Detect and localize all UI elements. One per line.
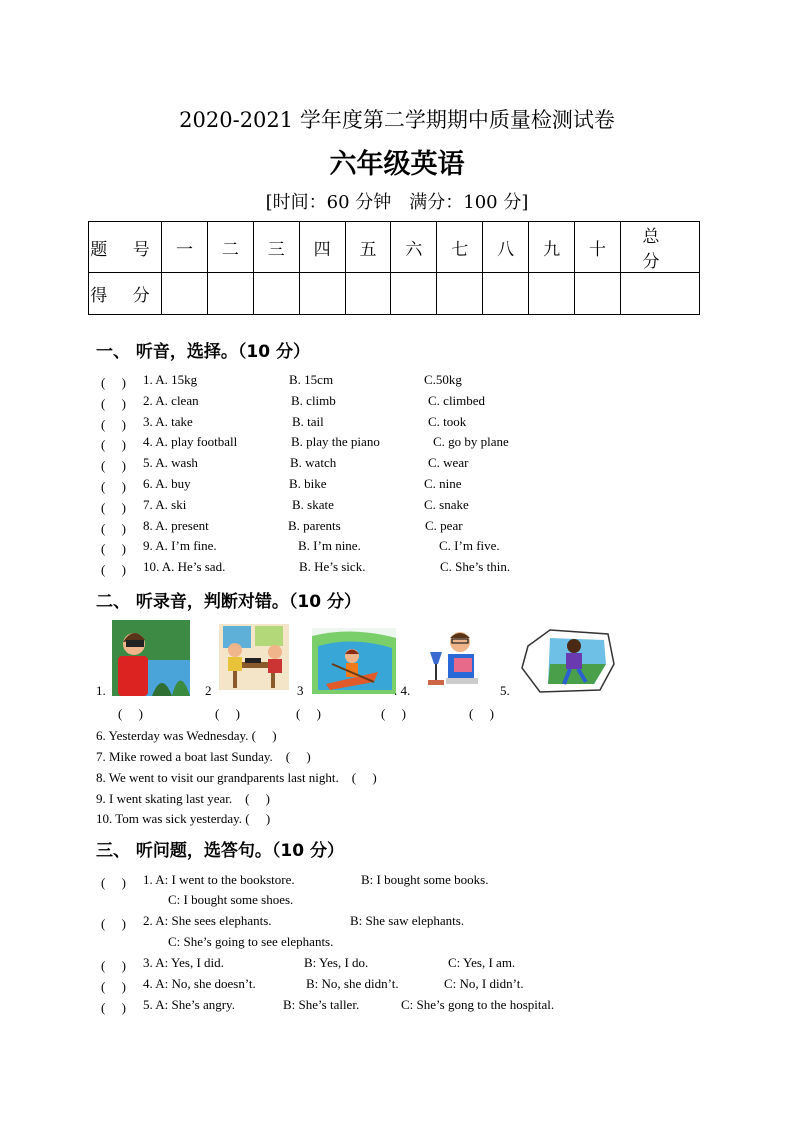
option-b: B. 15cm [289,372,334,387]
option-a: 3. A. take [143,413,193,429]
statement: 8. We went to visit our grandparents last night. ( ) [96,770,377,785]
header-cell: 二 [207,222,253,273]
header-cell: 五 [345,222,391,273]
header-cell: 六 [391,222,437,273]
option-b: B: I bought some books. [361,872,489,887]
chess-picture [219,624,289,690]
option-a: 4. A: No, she doesn’t. [143,976,256,991]
option-c: C. snake [424,496,469,512]
answer-bracket[interactable]: ( ) [296,706,321,721]
answer-bracket[interactable]: ( ) [101,499,126,515]
option-a: 1. A: I went to the bookstore. [143,872,295,887]
option-a: 1. A. 15kg [143,372,198,387]
picture-number: 5. [500,683,510,698]
option-b: B. skate [292,496,334,512]
option-a: 10. A. He’s sad. [143,559,226,575]
picture-number: 2 [205,683,212,698]
score-cell[interactable] [391,273,437,315]
answer-bracket[interactable]: ( ) [101,562,126,578]
score-cell[interactable] [207,273,253,315]
option-c: C. took [428,413,467,429]
header-cell: 十 [575,222,621,273]
binoculars-picture [112,620,190,696]
section2-title: 二、 听录音，判断对错。（10 分） [96,592,361,612]
score-cell[interactable] [162,273,208,315]
subject-title: 六年级英语 [329,149,465,180]
answer-bracket[interactable]: ( ) [101,1000,126,1015]
answer-bracket[interactable]: ( ) [101,979,126,994]
option-c: C: Yes, I am. [448,955,516,970]
answer-bracket[interactable]: ( ) [101,958,126,973]
header-cell: 一 [162,222,208,273]
score-row [89,273,700,315]
statement: 6. Yesterday was Wednesday. ( ) [96,728,277,743]
option-b: B: She saw elephants. [350,913,465,928]
answer-bracket[interactable]: ( ) [469,706,494,721]
option-c: C. climbed [428,392,486,408]
score-cell[interactable] [621,273,700,315]
score-header-row [89,222,700,273]
header-cell: 九 [529,222,575,273]
header-cell: 题 号 [89,222,162,273]
answer-bracket[interactable]: ( ) [101,520,126,536]
option-c: C: She’s gong to the hospital. [401,997,555,1012]
statement: 7. Mike rowed a boat last Sunday. ( ) [96,749,311,764]
option-a: 5. A: She’s angry. [143,997,235,1012]
option-c: C. go by plane [433,434,509,450]
answer-bracket[interactable]: ( ) [101,541,126,557]
option-a: 2. A: She sees elephants. [143,913,272,928]
score-cell[interactable] [437,273,483,315]
option-b: B: She’s taller. [283,997,360,1012]
answer-bracket[interactable]: ( ) [101,395,126,411]
option-c: C.50kg [424,372,462,387]
option-c: C: She’s going to see elephants. [168,934,334,949]
option-a: 7. A. ski [143,496,187,512]
option-c: C. pear [425,517,463,533]
score-cell[interactable] [483,273,529,315]
statement: 9. I went skating last year. ( ) [96,791,271,806]
option-c: C. nine [424,476,462,491]
section1-title: 一、 听音，选择。（10 分） [96,342,310,362]
option-a: 5. A. wash [143,455,198,471]
answer-bracket[interactable]: ( ) [118,706,143,721]
answer-bracket[interactable]: ( ) [381,706,406,721]
option-c: C: No, I didn’t. [444,976,524,991]
option-b: B. watch [290,455,337,471]
answer-bracket[interactable]: ( ) [101,479,126,494]
option-b: B. play the piano [291,434,380,450]
score-cell[interactable] [299,273,345,315]
option-c: C: I bought some shoes. [168,892,294,907]
option-b: B: Yes, I do. [304,955,369,970]
score-table [88,221,700,315]
answer-bracket[interactable]: ( ) [101,458,126,474]
answer-bracket[interactable]: ( ) [101,375,126,390]
option-c: C. I’m five. [439,538,500,554]
option-b: B. He’s sick. [299,559,366,575]
score-cell[interactable] [345,273,391,315]
statement: 10. Tom was sick yesterday. ( ) [96,811,271,826]
option-b: B: No, she didn’t. [306,976,399,991]
option-a: 8. A. present [143,517,209,533]
option-b: B. climb [291,392,336,408]
option-b: B. bike [289,476,327,491]
option-a: 2. A. clean [143,392,199,408]
option-b: B. tail [292,413,324,429]
section3-title: 三、 听问题，选答句。（10 分） [96,841,344,861]
score-cell[interactable] [253,273,299,315]
picture-number: 3 [297,683,304,698]
option-b: B. I’m nine. [298,538,361,554]
answer-bracket[interactable]: ( ) [101,875,126,890]
skating-picture [520,624,616,696]
option-c: C. wear [428,455,469,471]
exam-info: [时间：60 分钟 满分：100 分] [265,192,529,213]
header-cell: 八 [483,222,529,273]
exam-title: 2020-2021 学年度第二学期期中质量检测试卷 [179,108,615,132]
option-b: B. parents [288,517,341,533]
rowing-boat-picture [312,628,396,694]
picture-number: 1. [96,683,106,698]
option-a: 9. A. I’m fine. [143,538,217,554]
answer-bracket[interactable]: ( ) [101,437,126,453]
reading-picture [424,628,482,690]
score-cell[interactable] [575,273,621,315]
option-c: C. She’s thin. [440,559,511,575]
score-label: 得 分 [89,273,162,315]
answer-bracket[interactable]: ( ) [215,706,240,721]
answer-bracket[interactable]: ( ) [101,416,126,432]
option-a: 4. A. play football [143,434,238,450]
header-cell: 总 分 [621,222,700,273]
score-cell[interactable] [529,273,575,315]
answer-bracket[interactable]: ( ) [101,916,126,931]
header-cell: 三 [253,222,299,273]
picture-number: . 4. [394,683,411,698]
option-a: 6. A. buy [143,476,191,491]
header-cell: 七 [437,222,483,273]
option-a: 3. A: Yes, I did. [143,955,224,970]
header-cell: 四 [299,222,345,273]
